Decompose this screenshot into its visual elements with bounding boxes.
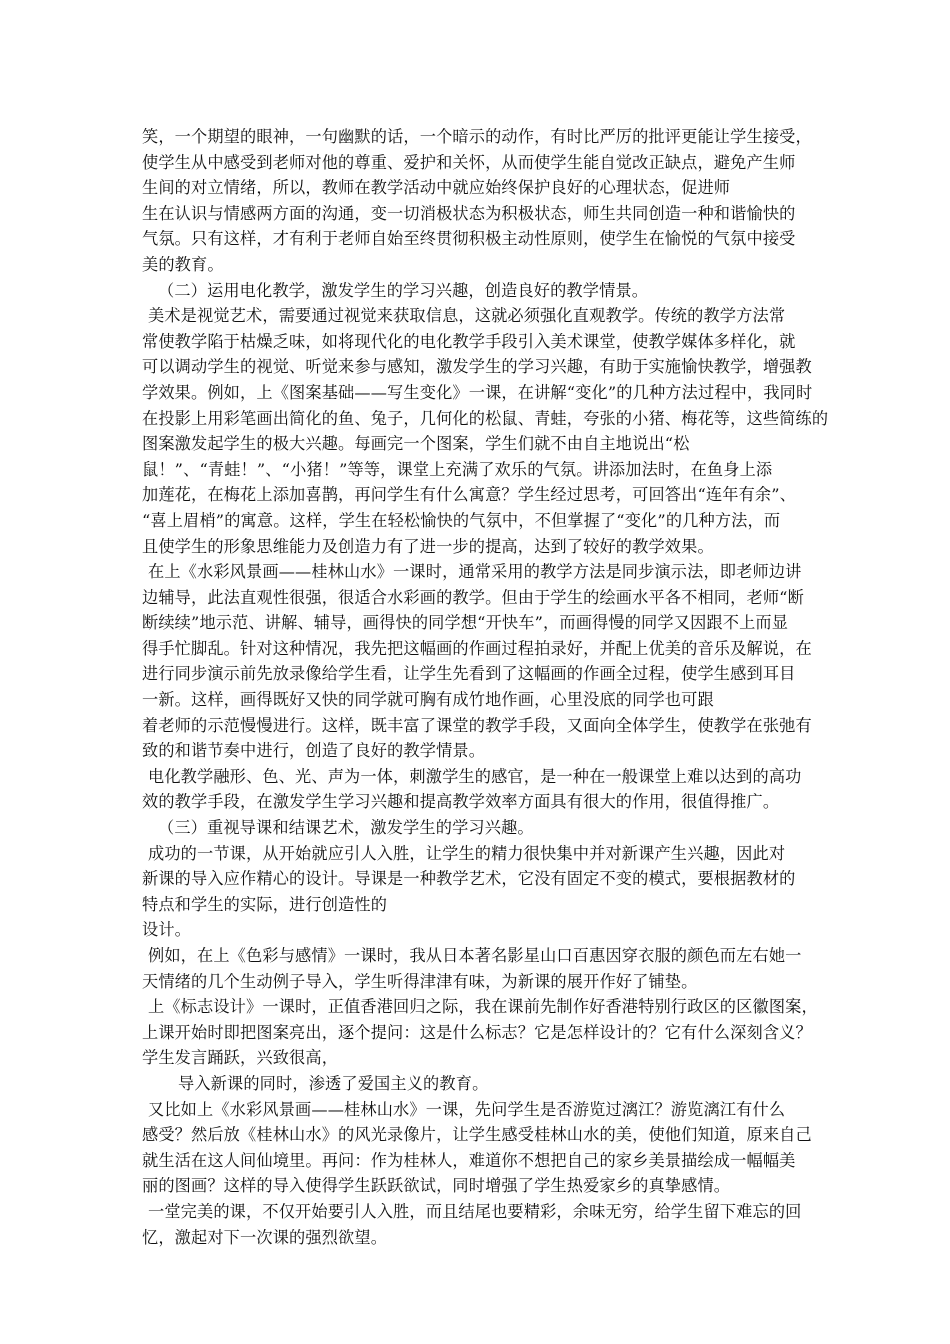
text-line: 学生发言踊跃，兴致很高，: [142, 1048, 339, 1068]
text-line: 边辅导，此法直观性很强，很适合水彩画的教学。但由于学生的绘画水平各不相同，老师“断: [142, 587, 804, 607]
text-line: 且使学生的形象思维能力及创造力有了进一步的提高，达到了较好的教学效果。: [142, 536, 714, 556]
text-line: 进行同步演示前先放录像给学生看，让学生先看到了这幅画的作画全过程，使学生感到耳目: [142, 664, 796, 684]
text-line: 丽的图画？这样的导入使得学生跃跃欲试，同时增强了学生热爱家乡的真挚感情。: [142, 1176, 731, 1196]
text-line: 鼠！”、“青蛙！”、“小猪！”等等，课堂上充满了欢乐的气氛。讲添加法时，在鱼身上添: [142, 459, 773, 479]
text-line: 上课开始时即把图案亮出，逐个提问：这是什么标志？它是怎样设计的？它有什么深刻含义？: [142, 1022, 812, 1042]
text-line: 着老师的示范慢慢进行。这样，既丰富了课堂的教学手段，又面向全体学生，使教学在张弛有: [142, 715, 812, 735]
text-line: 成功的一节课，从开始就应引人入胜，让学生的精力很快集中并对新课产生兴趣，因此对: [148, 843, 786, 863]
text-line: 气氛。只有这样，才有利于老师自始至终贯彻积极主动性原则，使学生在愉悦的气氛中接受: [142, 229, 796, 249]
text-line: 图案激发起学生的极大兴趣。每画完一个图案，学生们就不由自主地说出“松: [142, 434, 690, 454]
text-line: 生间的对立情绪，所以，教师在教学活动中就应始终保护良好的心理状态，促进师: [142, 178, 731, 198]
text-line: 美术是视觉艺术，需要通过视觉来获取信息，这就必须强化直观教学。传统的教学方法常: [148, 306, 786, 326]
text-line: 例如，在上《色彩与感情》一课时，我从日本著名影星山口百惠因穿衣服的颜色而左右她一: [148, 946, 802, 965]
text-line: 又比如上《水彩风景画——桂林山水》一课，先问学生是否游览过漓江？游览漓江有什么: [148, 1099, 786, 1119]
text-line: 可以调动学生的视觉、听觉来参与感知，激发学生的学习兴趣，有助于实施愉快教学，增强教: [142, 357, 812, 377]
text-line: 使学生从中感受到老师对他的尊重、爱护和关怀，从而使学生能自觉改正缺点，避免产生师: [142, 152, 796, 172]
document-body: [142, 124, 829, 1250]
text-line: 新课的导入应作精心的设计。导课是一种教学艺术，它没有固定不变的模式，要根据教材的: [142, 869, 796, 889]
text-line: 断续续”地示范、讲解、辅导，画得快的同学想“开快车”，而画得慢的同学又因跟不上而显: [142, 613, 789, 633]
text-line: 设计。: [142, 920, 192, 940]
text-line: 加莲花，在梅花上添加喜鹊，再问学生有什么寓意？学生经过思考，可回答出“连年有余”、: [142, 485, 797, 505]
text-line: 忆，激起对下一次课的强烈欲望。: [142, 1227, 388, 1247]
text-line: 电化教学融形、色、光、声为一体，刺激学生的感官，是一种在一般课堂上难以达到的高功: [148, 766, 802, 786]
text-line: 特点和学生的实际，进行创造性的: [142, 894, 388, 914]
text-line: 生在认识与情感两方面的沟通，变一切消极状态为积极状态，师生共同创造一种和谐愉快的: [142, 203, 796, 223]
text-line: 一堂完美的课，不仅开始要引人入胜，而且结尾也要精彩，余味无穷，给学生留下难忘的回: [148, 1201, 802, 1221]
text-line: 效的教学手段，在激发学生学习兴趣和提高教学效率方面具有很大的作用，很值得推广。: [142, 792, 780, 812]
text-line: 致的和谐节奏中进行，创造了良好的教学情景。: [142, 741, 486, 761]
section-heading: （三）重视导课和结课艺术，激发学生的学习兴趣。: [158, 818, 534, 838]
text-line: “喜上眉梢”的寓意。这样，学生在轻松愉快的气氛中，不但掌握了“变化”的几种方法，而: [142, 510, 781, 530]
text-line: 在上《水彩风景画——桂林山水》一课时，通常采用的教学方法是同步演示法，即老师边讲: [148, 562, 802, 582]
text-line: 得手忙脚乱。针对这种情况，我先把这幅画的作画过程拍录好，并配上优美的音乐及解说，在: [142, 638, 812, 658]
text-line: 美的教育。: [142, 254, 224, 274]
text-line: 上《标志设计》一课时，正值香港回归之际，我在课前先制作好香港特别行政区的区徽图案，: [148, 997, 818, 1017]
text-line: 就生活在这人间仙境里。再问：作为桂林人，难道你不想把自己的家乡美景描绘成一幅幅美: [142, 1150, 796, 1170]
text-line: 一新。这样，画得既好又快的同学就可胸有成竹地作画，心里没底的同学也可跟: [142, 690, 714, 710]
text-line: 常使教学陷于枯燥乏味，如将现代化的电化教学手段引入美术课堂，使教学媒体多样化，就: [142, 331, 796, 351]
section-heading: （二）运用电化教学，激发学生的学习兴趣，创造良好的教学情景。: [158, 280, 649, 300]
text-line: 天情绪的几个生动例子导入，学生听得津津有味，为新课的展开作好了铺垫。: [142, 971, 698, 991]
text-line: 在投影上用彩笔画出简化的鱼、兔子，几何化的松鼠、青蛙，夸张的小猪、梅花等，这些简练的: [142, 408, 829, 428]
text-line: 笑，一个期望的眼神，一句幽默的话，一个暗示的动作，有时比严厉的批评更能让学生接受，: [142, 127, 812, 146]
text-line: 导入新课的同时，渗透了爱国主义的教育。: [178, 1073, 489, 1093]
text-line: 学效果。例如，上《图案基础——写生变化》一课，在讲解“变化”的几种方法过程中，我同时: [142, 382, 813, 402]
text-line: 感受？然后放《桂林山水》的风光录像片，让学生感受桂林山水的美，使他们知道，原来自己: [142, 1125, 812, 1145]
